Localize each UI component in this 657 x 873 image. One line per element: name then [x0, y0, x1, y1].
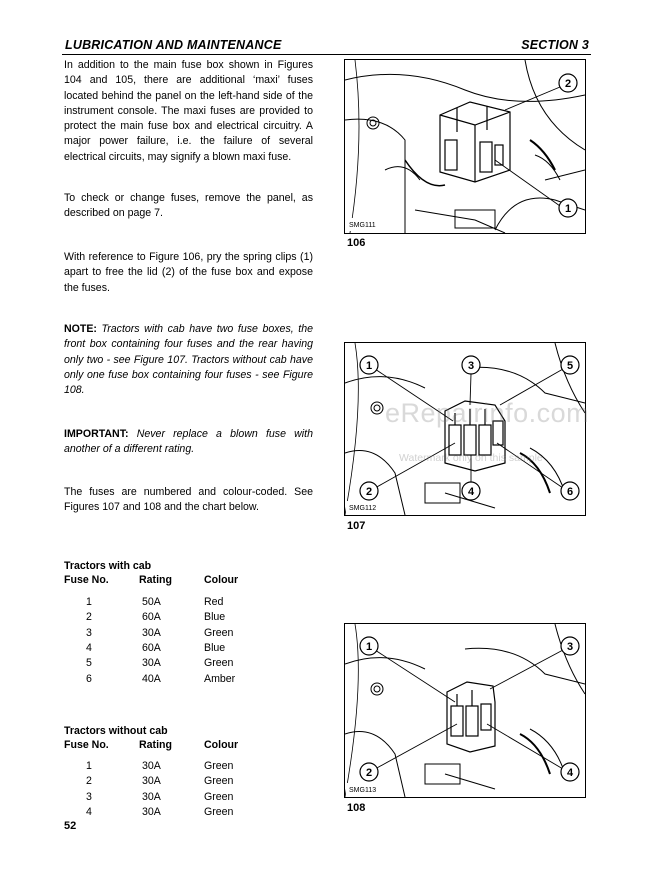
- page-number: 52: [64, 820, 77, 832]
- callout-1: [360, 356, 378, 374]
- figure-108-code: SMG113: [349, 787, 377, 794]
- fuse-number-cell: 4: [86, 805, 92, 818]
- colour-cell: Amber: [204, 672, 236, 685]
- rating-cell: 50A: [142, 596, 161, 608]
- svg-text:2: 2: [564, 78, 572, 90]
- figure-107-code: SMG112: [349, 505, 377, 512]
- colour-cell: Red: [204, 596, 224, 608]
- callout-3: [561, 637, 579, 655]
- rating-cell: 30A: [142, 805, 161, 818]
- important-label: IMPORTANT:: [64, 428, 129, 440]
- note-label: NOTE:: [64, 323, 97, 335]
- rating-cell: 30A: [142, 626, 161, 639]
- fuse-number-cell: 6: [86, 672, 92, 685]
- callout-2: [360, 763, 378, 781]
- callout-2: [559, 74, 577, 92]
- svg-text:3: 3: [566, 641, 574, 653]
- paragraph-spring-clips: With reference to Figure 106, pry the spring clips (1) apart to free the lid (2) of the fuse box and expose the fuses.: [64, 251, 313, 294]
- svg-text:4: 4: [566, 767, 574, 779]
- table-header-fuse-no: Fuse No.: [64, 574, 109, 586]
- callout-1: [559, 199, 577, 217]
- svg-text:1: 1: [365, 360, 373, 372]
- figure-106-code: SMG111: [349, 222, 376, 229]
- colour-cell: Green: [204, 657, 234, 670]
- table-title-no-cab: Tractors without cab: [64, 725, 168, 737]
- table-header-fuse-no: Fuse No.: [64, 739, 109, 751]
- rating-cell: 30A: [142, 760, 161, 772]
- callout-2: [360, 482, 378, 500]
- svg-text:3: 3: [467, 360, 475, 372]
- rating-cell: 30A: [142, 790, 161, 803]
- fuse-number-cell: 3: [86, 626, 92, 639]
- paragraph-colour-coded: The fuses are numbered and colour-coded. See Figures 107 and 108 and the chart below.: [64, 486, 313, 514]
- note-text: Tractors with cab have two fuse boxes, the front box containing four fuses and the rear having only two - see Figure 107. Tractors without cab have only one fuse box containing four fuses - see Figure 108.: [64, 323, 313, 397]
- colour-cell: Blue: [204, 611, 226, 624]
- figure-108-number: 108: [347, 802, 366, 814]
- watermark-text: eRepairinfo.com: [385, 398, 590, 428]
- callout-6: [561, 482, 579, 500]
- important-text: Never replace a blown fuse with another of a different rating.: [64, 428, 313, 456]
- figure-107-illustration: [344, 342, 586, 516]
- watermark-subtext: Watermark only on this sample: [399, 452, 543, 464]
- colour-cell: Green: [204, 790, 234, 803]
- svg-text:2: 2: [365, 486, 373, 498]
- figure-106-number: 106: [347, 237, 366, 249]
- header-rule: [62, 54, 591, 55]
- table-header-colour: Colour: [204, 574, 239, 586]
- rating-cell: 60A: [142, 641, 161, 654]
- callout-5: [561, 356, 579, 374]
- figure-106-illustration: [344, 59, 586, 234]
- svg-text:6: 6: [566, 486, 574, 498]
- table-header-rating: Rating: [139, 574, 172, 586]
- svg-text:2: 2: [365, 767, 373, 779]
- rating-cell: 30A: [142, 775, 161, 788]
- callout-4: [462, 482, 480, 500]
- callout-4: [561, 763, 579, 781]
- table-header-colour: Colour: [204, 739, 239, 751]
- colour-cell: Green: [204, 760, 234, 772]
- callout-1: [360, 637, 378, 655]
- figure-107-number: 107: [347, 520, 366, 532]
- colour-cell: Green: [204, 626, 234, 639]
- rating-cell: 30A: [142, 657, 161, 670]
- svg-text:1: 1: [564, 203, 572, 215]
- svg-text:1: 1: [365, 641, 373, 653]
- fuse-number-cell: 5: [86, 657, 92, 670]
- section-title: LUBRICATION AND MAINTENANCE: [65, 38, 282, 52]
- important-paragraph: [64, 427, 313, 458]
- section-number: SECTION 3: [521, 38, 589, 52]
- note-paragraph: [64, 322, 313, 398]
- colour-cell: Green: [204, 775, 234, 788]
- colour-cell: Blue: [204, 641, 226, 654]
- rating-cell: 60A: [142, 611, 161, 624]
- fuse-number-cell: 4: [86, 641, 92, 654]
- svg-text:4: 4: [467, 486, 475, 498]
- figure-108-illustration: [344, 623, 586, 798]
- paragraph-check-fuses: To check or change fuses, remove the panel, as described on page 7.: [64, 192, 313, 220]
- fuse-number-cell: 1: [86, 760, 92, 772]
- fuse-number-cell: 1: [86, 596, 92, 608]
- fuse-number-cell: 3: [86, 790, 92, 803]
- fuse-number-cell: 2: [86, 611, 92, 624]
- table-header-rating: Rating: [139, 739, 172, 751]
- fuse-number-cell: 2: [86, 775, 92, 788]
- paragraph-maxi-fuses: In addition to the main fuse box shown in Figures 104 and 105, there are additional ‘maxi’ fuses located behind the panel on the left-hand side of the instrument console. The maxi fuses are provided to protect the main fuse box and electrical circuitry. A major power failure, i.e. the failure of several electrical circuits, may signify a blown maxi fuse.: [64, 59, 313, 163]
- svg-text:5: 5: [566, 360, 574, 372]
- colour-cell: Green: [204, 805, 234, 818]
- callout-3: [462, 356, 480, 374]
- table-title-cab: Tractors with cab: [64, 560, 152, 572]
- rating-cell: 40A: [142, 672, 161, 685]
